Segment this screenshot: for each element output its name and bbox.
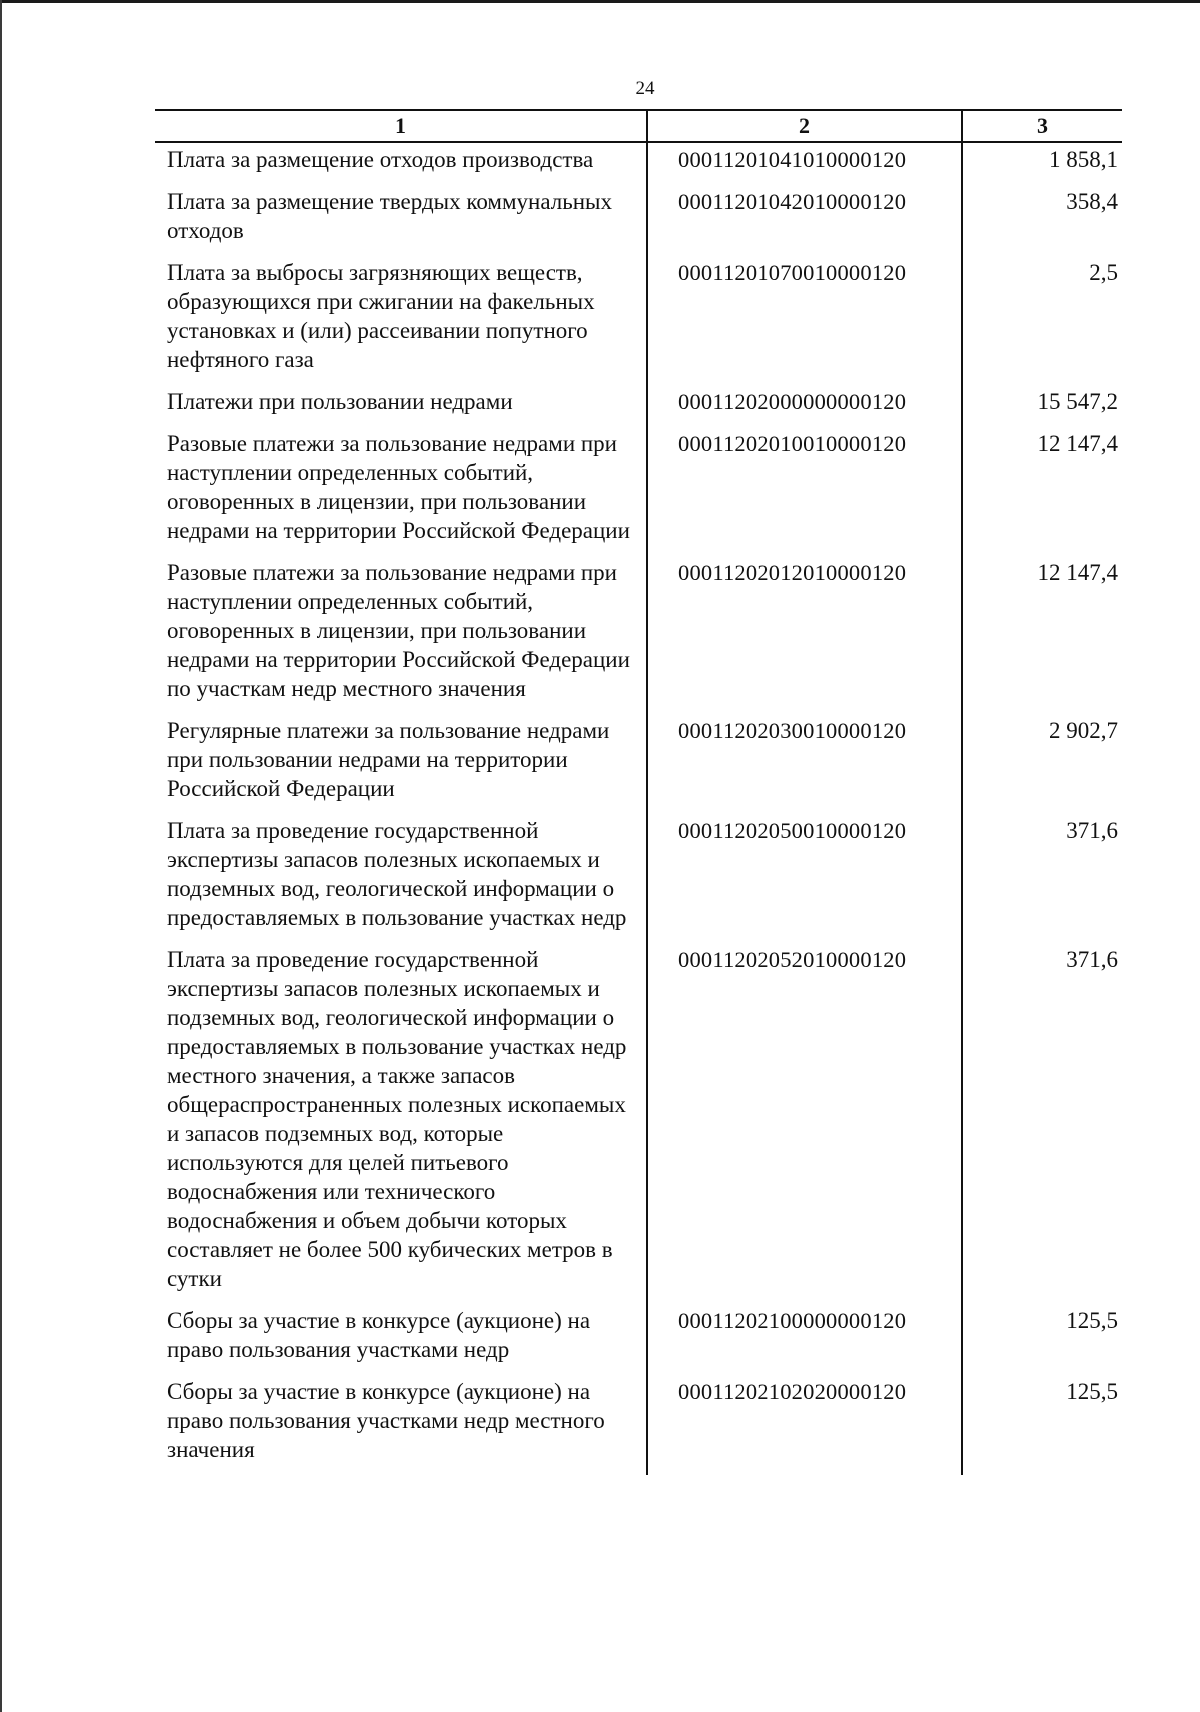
budget-table bbox=[155, 109, 1122, 1475]
row-amount-cell: 12 147,4 bbox=[1037, 431, 1118, 456]
table-row bbox=[155, 385, 1122, 427]
row-amount-cell: 125,5 bbox=[1066, 1308, 1118, 1333]
row-name-cell: Сборы за участие в конкурсе (аукционе) на право пользования участками недр bbox=[155, 1304, 647, 1375]
row-code-cell: 00011202050010000120 bbox=[647, 814, 962, 943]
row-name-cell: Разовые платежи за пользование недрами при наступлении определенных событий, оговоренных в лицензии, при пользовании недрами на территории Российской Федерации по участкам недр местного значения bbox=[155, 556, 647, 714]
row-amount-cell: 371,6 bbox=[1066, 947, 1118, 972]
table-header bbox=[155, 110, 1122, 142]
column-header-1: 1 bbox=[155, 110, 647, 142]
table-row bbox=[155, 185, 1122, 256]
row-code-cell: 00011202012010000120 bbox=[647, 556, 962, 714]
row-code-cell: 00011202010010000120 bbox=[647, 427, 962, 556]
row-name-cell: Регулярные платежи за пользование недрами при пользовании недрами на территории Российской Федерации bbox=[155, 714, 647, 814]
table-row bbox=[155, 427, 1122, 556]
page-number: 24 bbox=[635, 78, 655, 99]
table-row bbox=[155, 1375, 1122, 1475]
row-name-cell: Сборы за участие в конкурсе (аукционе) на право пользования участками недр местного значения bbox=[155, 1375, 647, 1475]
row-code-cell: 00011202052010000120 bbox=[647, 943, 962, 1304]
table-row bbox=[155, 814, 1122, 943]
row-code-cell: 00011202100000000120 bbox=[647, 1304, 962, 1375]
column-header-3: 3 bbox=[962, 110, 1122, 142]
table-row bbox=[155, 256, 1122, 385]
table-body bbox=[155, 142, 1122, 1475]
scan-left-edge bbox=[0, 0, 2, 1712]
row-amount-cell: 1 858,1 bbox=[1049, 147, 1118, 172]
table-row bbox=[155, 1304, 1122, 1375]
row-amount-cell: 2 902,7 bbox=[1049, 718, 1118, 743]
row-code-cell: 00011202102020000120 bbox=[647, 1375, 962, 1475]
header-row bbox=[155, 110, 1122, 142]
row-name-cell: Плата за проведение государственной экспертизы запасов полезных ископаемых и подземных вод, геологической информации о предоставляемых в пользование участках недр местного значения, а также запасов общераспространенных полезных ископаемых и запасов подземных вод, которые используются для целей питьевого водоснабжения или технического водоснабжения и объем добычи которых составляет не более 500 кубических метров в сутки bbox=[155, 943, 647, 1304]
row-amount-cell: 2,5 bbox=[1089, 260, 1118, 285]
row-amount-cell: 12 147,4 bbox=[1037, 560, 1118, 585]
row-amount-cell: 125,5 bbox=[1066, 1379, 1118, 1404]
column-header-2: 2 bbox=[647, 110, 962, 142]
row-name-cell: Разовые платежи за пользование недрами при наступлении определенных событий, оговоренных в лицензии, при пользовании недрами на территории Российской Федерации bbox=[155, 427, 647, 556]
row-name-cell: Платежи при пользовании недрами bbox=[155, 385, 647, 427]
table-row bbox=[155, 556, 1122, 714]
row-code-cell: 00011202030010000120 bbox=[647, 714, 962, 814]
row-name-cell: Плата за проведение государственной экспертизы запасов полезных ископаемых и подземных вод, геологической информации о предоставляемых в пользование участках недр bbox=[155, 814, 647, 943]
row-amount-cell: 371,6 bbox=[1066, 818, 1118, 843]
scan-top-edge bbox=[0, 0, 1200, 3]
row-code-cell: 00011201042010000120 bbox=[647, 185, 962, 256]
row-name-cell: Плата за выбросы загрязняющих веществ, образующихся при сжигании на факельных установках и (или) рассеивании попутного нефтяного газа bbox=[155, 256, 647, 385]
row-code-cell: 00011201070010000120 bbox=[647, 256, 962, 385]
row-code-cell: 00011202000000000120 bbox=[647, 385, 962, 427]
row-code-cell: 00011201041010000120 bbox=[647, 142, 962, 185]
table-row bbox=[155, 142, 1122, 185]
row-amount-cell: 15 547,2 bbox=[1037, 389, 1118, 414]
row-name-cell: Плата за размещение отходов производства bbox=[155, 142, 647, 185]
row-amount-cell: 358,4 bbox=[1066, 189, 1118, 214]
table-row bbox=[155, 714, 1122, 814]
table-row bbox=[155, 943, 1122, 1304]
row-name-cell: Плата за размещение твердых коммунальных отходов bbox=[155, 185, 647, 256]
